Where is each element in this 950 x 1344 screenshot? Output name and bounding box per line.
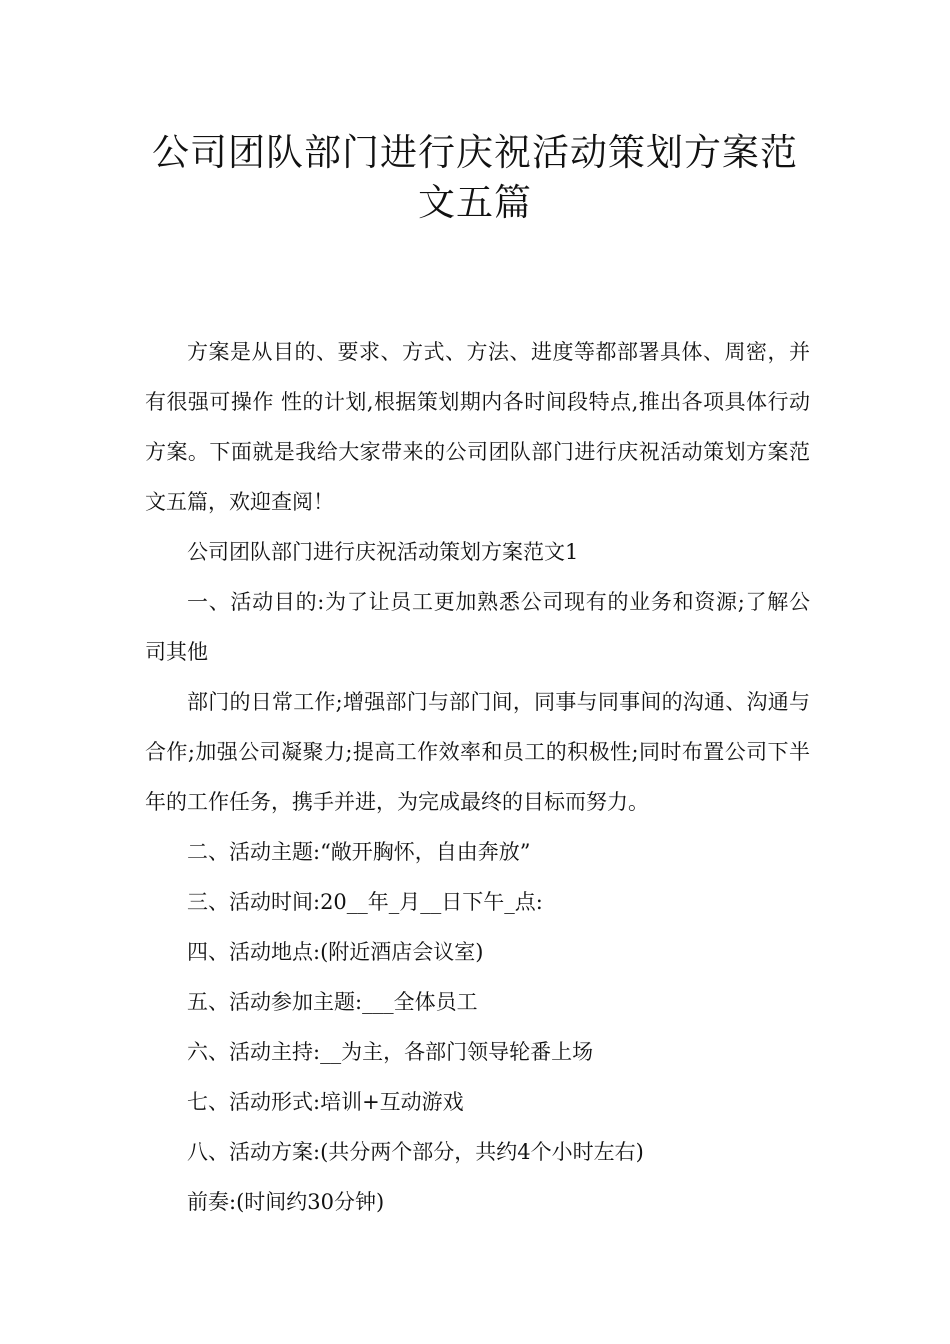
paragraph: 三、活动时间:20__年_月__日下午_点:	[187, 890, 543, 914]
intro-paragraph: 方案是从目的、要求、方式、方法、进度等都部署具体、周密，并有很强可操作 性的计划,根据策划期内各时间段特点,推出各项具体行动方案。下面就是我给大家带来的公司团队部门进行庆祝活动策划方案范文五篇，欢迎查阅！	[145, 340, 810, 514]
document-body	[145, 327, 810, 1227]
paragraph: 七、活动形式:培训+互动游戏	[187, 1090, 464, 1114]
paragraph: 六、活动主持:__为主，各部门领导轮番上场	[187, 1040, 594, 1064]
paragraph: 八、活动方案:(共分两个部分，共约4个小时左右)	[187, 1140, 644, 1164]
paragraph: 二、活动主题:“敞开胸怀，自由奔放”	[187, 840, 531, 864]
paragraph: 五、活动参加主题:___全体员工	[187, 990, 478, 1014]
paragraph: 一、活动目的:为了让员工更加熟悉公司现有的业务和资源;了解公司其他	[145, 590, 810, 664]
paragraph: 部门的日常工作;增强部门与部门间，同事与同事间的沟通、沟通与合作;加强公司凝聚力;提高工作效率和员工的积极性;同时布置公司下半年的工作任务，携手并进，为完成最终的目标而努力。	[145, 690, 810, 814]
paragraph: 四、活动地点:(附近酒店会议室)	[187, 940, 484, 964]
section-heading: 公司团队部门进行庆祝活动策划方案范文1	[187, 540, 579, 564]
paragraph: 前奏:(时间约30分钟)	[187, 1190, 385, 1214]
document-title: 公司团队部门进行庆祝活动策划方案范文五篇	[152, 131, 798, 224]
